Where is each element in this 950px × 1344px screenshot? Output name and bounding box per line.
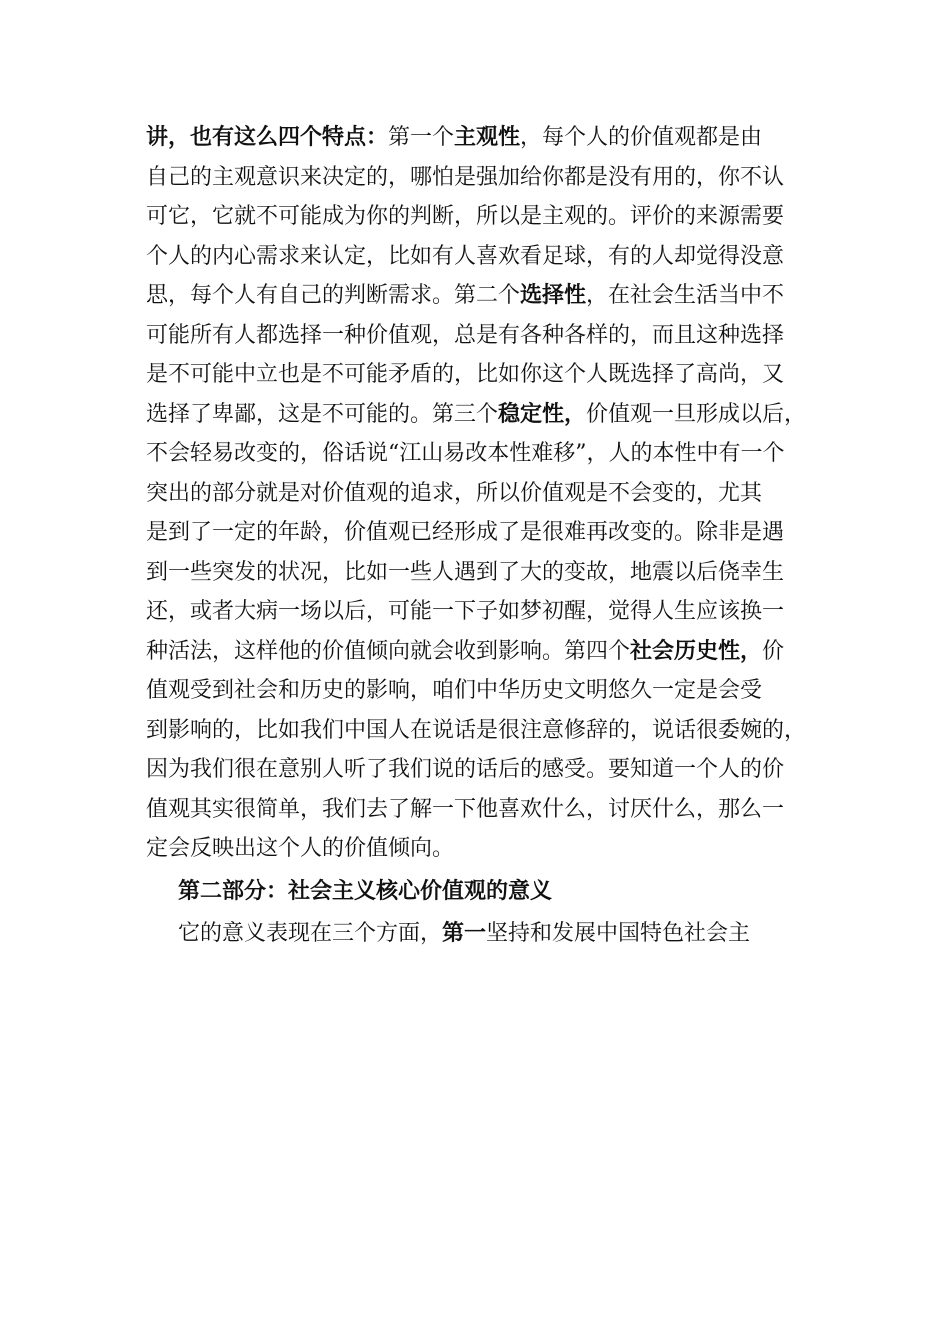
text-line: 选择了卑鄙，这是不可能的。第三个稳定性，价值观一旦形成以后， [146, 401, 807, 427]
text-line: 它的意义表现在三个方面，第一坚持和发展中国特色社会主 [178, 921, 751, 946]
text-line: 是到了一定的年龄，价值观已经形成了是很难再改变的。除非是遇 [146, 520, 785, 545]
text-line: 自己的主观意识来决定的，哪怕是强加给你都是没有用的，你不认 [146, 164, 785, 190]
bold-term: 第一 [442, 921, 487, 946]
text-line: 可能所有人都选择一种价值观，总是有各种各样的，而且这种选择 [146, 322, 785, 348]
text-line: 不会轻易改变的，俗话说“江山易改本性难移”，人的本性中有一个 [146, 441, 785, 466]
text-line: 因为我们很在意别人听了我们说的话后的感受。要知道一个人的价 [146, 757, 785, 782]
text-line: 定会反映出这个人的价值倾向。 [146, 836, 455, 861]
text-line: 个人的内心需求来认定，比如有人喜欢看足球，有的人却觉得没意 [146, 243, 785, 269]
bold-term: 主观性 [454, 125, 521, 150]
text-line: 突出的部分就是对价值观的追求，所以价值观是不会变的，尤其 [146, 480, 763, 506]
text-line: 可它，它就不可能成为你的判断，所以是主观的。评价的来源需要 [146, 204, 785, 229]
document-body [146, 118, 836, 954]
bold-term: 选择性 [520, 283, 587, 308]
text-line: 还，或者大病一场以后，可能一下子如梦初醒，觉得人生应该换一 [146, 599, 785, 624]
bold-term: 稳定性， [498, 401, 587, 427]
bold-phrase: 讲，也有这么四个特点： [146, 125, 389, 150]
section-heading: 第二部分：社会主义核心价值观的意义 [178, 878, 553, 904]
text-line: 值观其实很简单，我们去了解一下他喜欢什么，讨厌什么，那么一 [146, 796, 785, 822]
text-line: 种活法，这样他的价值倾向就会收到影响。第四个社会历史性，价 [146, 638, 785, 664]
text-line: 值观受到社会和历史的影响，咱们中华历史文明悠久一定是会受 [146, 678, 763, 703]
bold-term: 社会历史性， [630, 638, 763, 664]
text-line: 是不可能中立也是不可能矛盾的，比如你这个人既选择了高尚，又 [146, 362, 785, 387]
text-line: 讲，也有这么四个特点：第一个主观性，每个人的价值观都是由 [146, 125, 763, 150]
text-line: 到影响的，比如我们中国人在说话是很注意修辞的，说话很委婉的， [146, 717, 807, 743]
text-line: 到一些突发的状况，比如一些人遇到了大的变故，地震以后侥幸生 [146, 559, 785, 585]
text-line: 思，每个人有自己的判断需求。第二个选择性，在社会生活当中不 [146, 283, 785, 308]
